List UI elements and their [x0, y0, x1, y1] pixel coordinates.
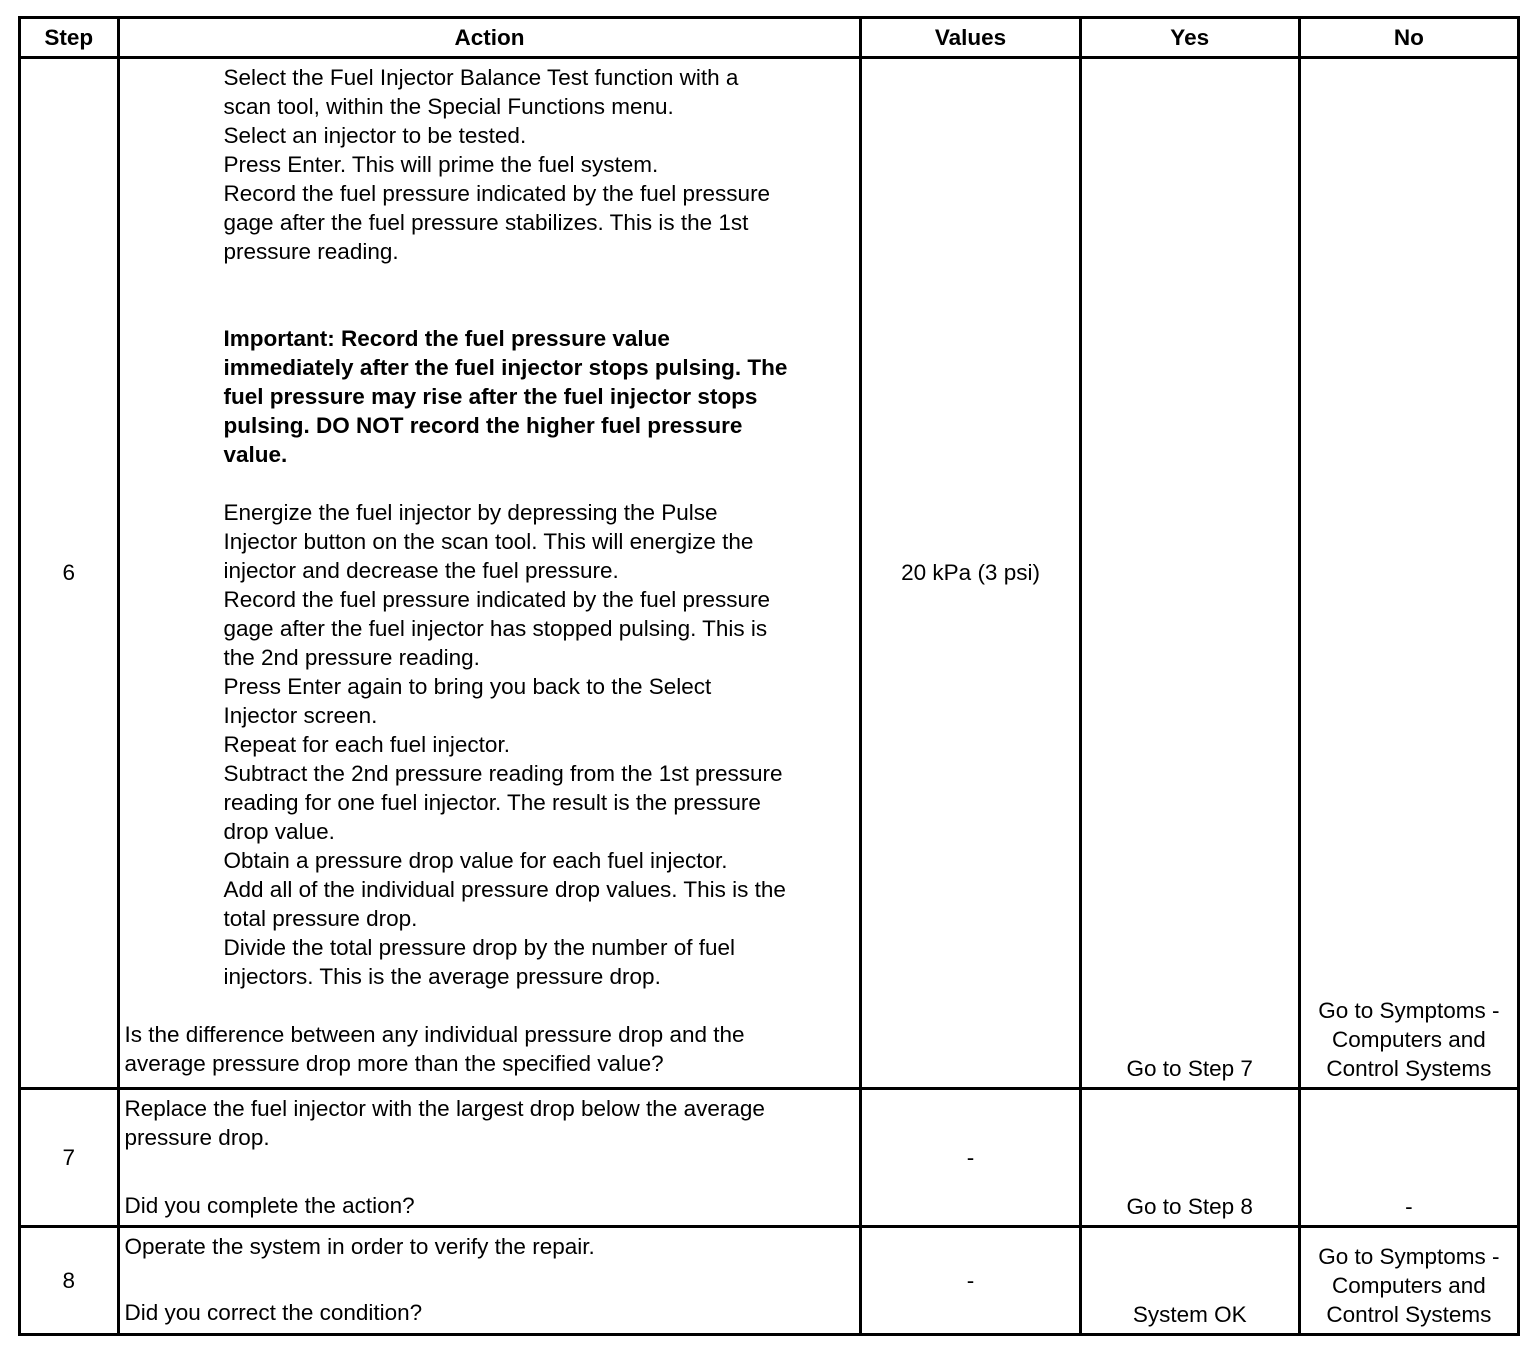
yes-cell: Go to Step 7: [1080, 58, 1299, 1089]
action-line: Press Enter again to bring you back to the Select: [223, 674, 712, 699]
header-row: [20, 18, 1519, 58]
action-line: drop value.: [223, 819, 335, 844]
action-line: Select the Fuel Injector Balance Test function with a: [223, 65, 739, 90]
table-row-step-7: [20, 1088, 1519, 1226]
no-cell: [1299, 1226, 1518, 1334]
action-line: Record the fuel pressure indicated by the fuel pressure: [223, 587, 771, 612]
action-line: injectors. This is the average pressure drop.: [223, 964, 661, 989]
action-question: [120, 1020, 860, 1078]
action-line: Divide the total pressure drop by the number of fuel: [223, 935, 736, 960]
action-cell-step-8: [118, 1226, 861, 1334]
action-line: Subtract the 2nd pressure reading from the 1st pressure: [223, 761, 783, 786]
question-line: Is the difference between any individual pressure drop and the: [124, 1022, 745, 1047]
values-cell: -: [861, 1088, 1080, 1226]
action-line: Injector button on the scan tool. This will energize the: [223, 529, 754, 554]
no-line: Go to Symptoms -: [1318, 997, 1500, 1023]
action-line: Operate the system in order to verify the repair.: [124, 1233, 595, 1259]
action-line: the 2nd pressure reading.: [223, 645, 480, 670]
action-line: scan tool, within the Special Functions menu.: [223, 94, 674, 119]
action-line: pressure drop.: [124, 1124, 270, 1150]
action-line: Replace the fuel injector with the largest drop below the average: [124, 1095, 765, 1121]
important-line: value.: [223, 442, 288, 467]
table-row-step-6: [20, 58, 1519, 1089]
important-line: Important: Record the fuel pressure value: [223, 326, 670, 351]
action-line: Energize the fuel injector by depressing the Pulse: [223, 500, 718, 525]
no-line: Computers and: [1331, 1026, 1486, 1052]
no-line: Control Systems: [1326, 1055, 1492, 1081]
action-line: reading for one fuel injector. The result is the pressure: [223, 790, 761, 815]
action-line: Repeat for each fuel injector.: [223, 732, 510, 757]
header-action: Action: [118, 18, 861, 58]
header-yes: Yes: [1080, 18, 1299, 58]
action-block-2: [120, 498, 860, 991]
action-block-1: [120, 59, 860, 266]
no-line: Computers and: [1331, 1273, 1486, 1298]
values-cell: -: [861, 1226, 1080, 1334]
diagnostic-table: [18, 16, 1520, 1336]
action-line: Select an injector to be tested.: [223, 123, 527, 148]
important-note: [120, 324, 860, 469]
action-line: Record the fuel pressure indicated by the fuel pressure: [223, 181, 771, 206]
yes-cell: System OK: [1080, 1226, 1299, 1334]
action-line: total pressure drop.: [223, 906, 418, 931]
step-number: 7: [20, 1088, 119, 1226]
no-cell: [1299, 58, 1518, 1089]
no-line: Control Systems: [1326, 1302, 1492, 1327]
action-line: injector and decrease the fuel pressure.: [223, 558, 619, 583]
action-line: gage after the fuel pressure stabilizes. This is the 1st: [223, 210, 749, 235]
step-number: 8: [20, 1226, 119, 1334]
action-line: Press Enter. This will prime the fuel system.: [223, 152, 659, 177]
values-cell: 20 kPa (3 psi): [861, 58, 1080, 1089]
important-line: fuel pressure may rise after the fuel injector stops: [223, 384, 758, 409]
step-number: 6: [20, 58, 119, 1089]
yes-cell: Go to Step 8: [1080, 1088, 1299, 1226]
action-line: Add all of the individual pressure drop values. This is the: [223, 877, 786, 902]
action-line: gage after the fuel injector has stopped pulsing. This is: [223, 616, 768, 641]
header-step: Step: [20, 18, 119, 58]
question-line: Did you complete the action?: [124, 1192, 415, 1218]
action-cell-step-7: [118, 1088, 861, 1226]
header-no: No: [1299, 18, 1518, 58]
important-line: immediately after the fuel injector stops pulsing. The: [223, 355, 788, 380]
action-cell-step-6: [118, 58, 861, 1089]
action-line: pressure reading.: [223, 239, 399, 264]
action-line: Injector screen.: [223, 703, 378, 728]
no-cell: -: [1299, 1088, 1518, 1226]
header-values: Values: [861, 18, 1080, 58]
question-line: average pressure drop more than the specified value?: [124, 1051, 664, 1076]
no-line: Go to Symptoms -: [1318, 1244, 1500, 1269]
question-line: Did you correct the condition?: [124, 1299, 423, 1325]
table-row-step-8: [20, 1226, 1519, 1334]
action-line: Obtain a pressure drop value for each fuel injector.: [223, 848, 728, 873]
important-line: pulsing. DO NOT record the higher fuel pressure: [223, 413, 743, 438]
